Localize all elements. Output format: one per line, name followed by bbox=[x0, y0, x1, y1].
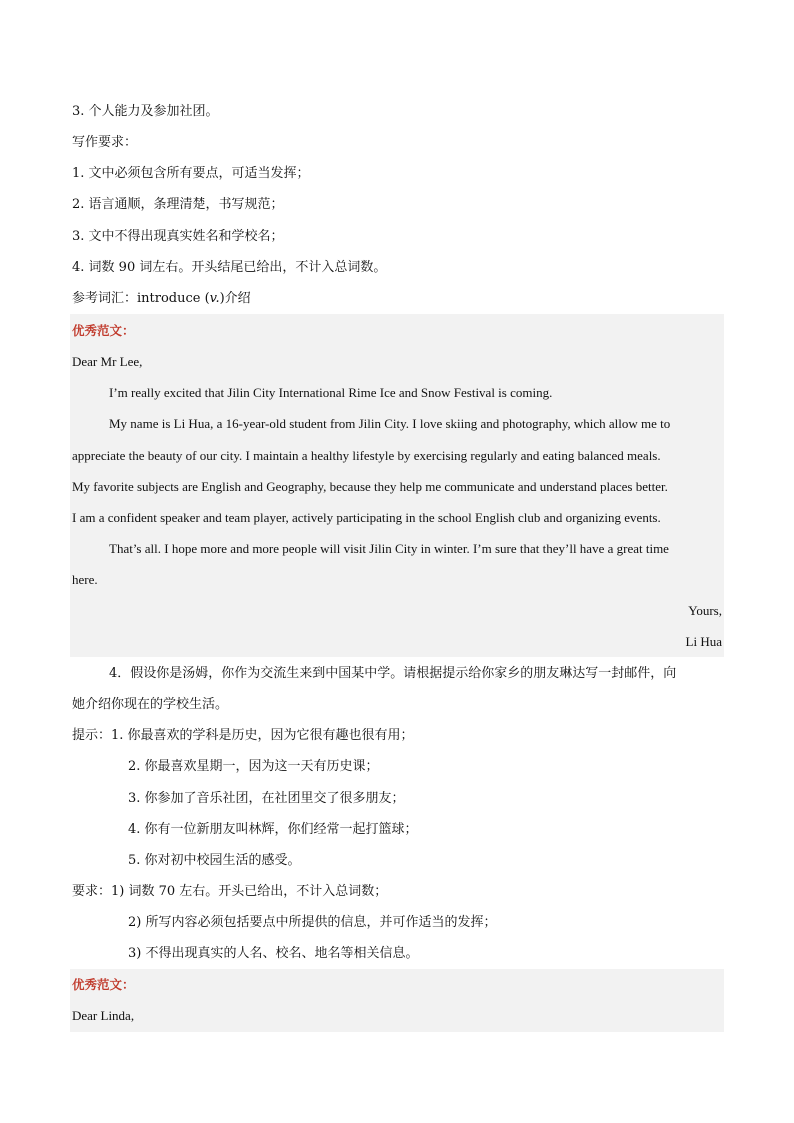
sample-essay-1-line-2: My name is Li Hua, a 16-year-old student from Jilin City. I love skiing and photography, which allow me to bbox=[109, 416, 671, 431]
q4-prompt-line-2: 她介绍你现在的学校生活。 bbox=[72, 697, 229, 712]
q4-hint-1-text: 1. 你最喜欢的学科是历史，因为它很有趣也很有用； bbox=[111, 728, 414, 743]
sample-essay-1-signature: Li Hua bbox=[685, 634, 722, 649]
writing-requirements-title: 写作要求： bbox=[72, 135, 138, 150]
sample-essay-1-line-6: That’s all. I hope more and more people will visit Jilin City in winter. I’m sure that they’ll have a great time bbox=[109, 541, 669, 556]
q3-req-1: 1. 文中必须包含所有要点，可适当发挥； bbox=[72, 166, 310, 181]
q4-hint-1 bbox=[72, 727, 414, 745]
q4-hint-5: 5. 你对初中校园生活的感受。 bbox=[128, 853, 301, 868]
q3-req-2: 2. 语言通顺，条理清楚，书写规范； bbox=[72, 197, 284, 212]
q4-prompt-line-1: 4．假设你是汤姆，你作为交流生来到中国某中学。请根据提示给你家乡的朋友琳达写一封邮件，向 bbox=[109, 666, 677, 681]
reference-vocabulary bbox=[72, 290, 251, 308]
q4-hint-4: 4. 你有一位新朋友叫林辉，你们经常一起打篮球； bbox=[128, 822, 418, 837]
sample-essay-1-salutation: Dear Mr Lee, bbox=[72, 354, 143, 369]
sample-essay-1-closing: Yours, bbox=[688, 603, 722, 618]
q4-req-1-text: 1) 词数 70 左右。开头已给出，不计入总词数； bbox=[111, 884, 388, 899]
q4-hint-3: 3. 你参加了音乐社团，在社团里交了很多朋友； bbox=[128, 791, 405, 806]
q3-req-3: 3. 文中不得出现真实姓名和学校名； bbox=[72, 229, 284, 244]
sample-essay-2-salutation: Dear Linda, bbox=[72, 1008, 135, 1023]
ref-vocab-suffix: )介绍 bbox=[219, 291, 251, 306]
q4-hints-prefix: 提示： bbox=[72, 728, 112, 743]
sample-essay-1-line-3: appreciate the beauty of our city. I maintain a healthy lifestyle by exercising regularly and eating balanced meals. bbox=[72, 448, 661, 463]
ref-vocab-prefix: 参考词汇：introduce ( bbox=[72, 291, 210, 306]
q4-hint-2: 2. 你最喜欢星期一，因为这一天有历史课； bbox=[128, 759, 379, 774]
sample-essay-1-label: 优秀范文： bbox=[72, 323, 135, 338]
q4-req-1 bbox=[72, 883, 387, 901]
sample-essay-1-line-7: here. bbox=[72, 572, 98, 587]
q3-point3: 3. 个人能力及参加社团。 bbox=[72, 104, 219, 119]
q3-req-4: 4. 词数 90 词左右。开头结尾已给出，不计入总词数。 bbox=[72, 260, 387, 275]
q4-req-2: 2) 所写内容必须包括要点中所提供的信息，并可作适当的发挥； bbox=[128, 915, 497, 930]
sample-essay-2-box bbox=[70, 969, 724, 1032]
ref-vocab-pos: v. bbox=[209, 291, 220, 306]
q4-req-3: 3) 不得出现真实的人名、校名、地名等相关信息。 bbox=[128, 946, 419, 961]
q4-reqs-prefix: 要求： bbox=[72, 884, 112, 899]
sample-essay-1-line-1: I’m really excited that Jilin City International Rime Ice and Snow Festival is coming. bbox=[109, 385, 553, 400]
sample-essay-1-line-4: My favorite subjects are English and Geography, because they help me communicate and understand places better. bbox=[72, 479, 668, 494]
sample-essay-1-line-5: I am a confident speaker and team player, actively participating in the school English club and organizing events. bbox=[72, 510, 661, 525]
sample-essay-2-label: 优秀范文： bbox=[72, 977, 135, 992]
